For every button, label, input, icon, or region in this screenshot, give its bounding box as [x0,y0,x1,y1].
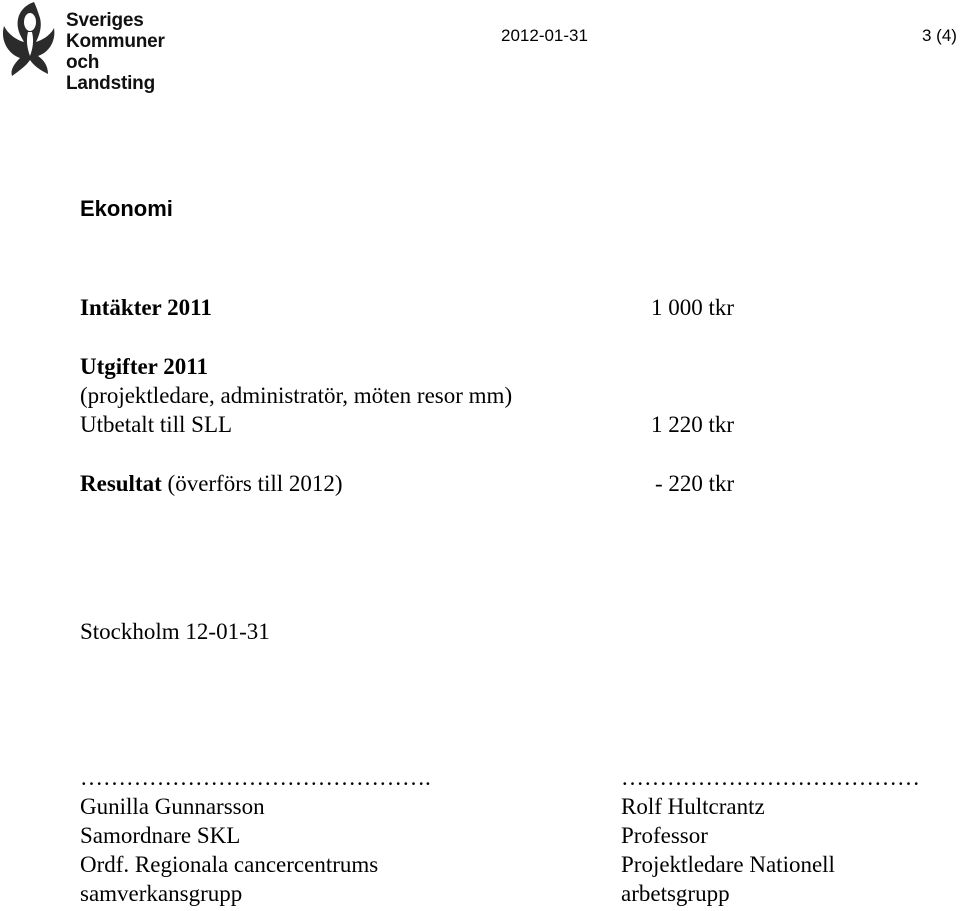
result-label [80,469,343,498]
signature-right [621,763,920,908]
signer-name: Rolf Hultcrantz [621,794,765,819]
result-label-rest: (överförs till 2012) [167,471,343,496]
skl-logo-icon [0,0,58,78]
signer-title: Ordf. Regionala cancercentrums [80,852,379,877]
expenses-label: Utgifter 2011 [80,354,208,379]
signature-line: ………………………………………. [80,765,431,790]
income-amount: 1 000 tkr [651,295,735,320]
place-date: Stockholm 12-01-31 [80,619,270,644]
expenses-detail: (projektledare, administratör, möten resor mm) [80,383,513,408]
signer-title: Professor [621,823,708,848]
paid-label: Utbetalt till SLL [80,412,233,437]
signature-left [80,763,431,908]
section-title: Ekonomi [80,196,173,221]
logo-line-2: Kommuner [66,31,165,52]
logo-line-3: och Landsting [66,52,155,94]
paid-amount: 1 220 tkr [651,412,735,437]
organization-logo [0,0,190,94]
signer-title: samverkansgrupp [80,881,243,906]
result-label-bold: Resultat [80,471,162,496]
header-page-number: 3 (4) [922,26,957,45]
logo-line-1: Sveriges [66,10,144,31]
signature-line: ………………………………… [621,765,920,790]
signer-title: Samordnare SKL [80,823,241,848]
signer-title: arbetsgrupp [621,881,730,906]
signer-title: Projektledare Nationell [621,852,835,877]
header-date: 2012-01-31 [501,26,588,45]
result-amount: - 220 tkr [655,471,735,496]
income-label: Intäkter 2011 [80,295,212,320]
signer-name: Gunilla Gunnarsson [80,794,265,819]
